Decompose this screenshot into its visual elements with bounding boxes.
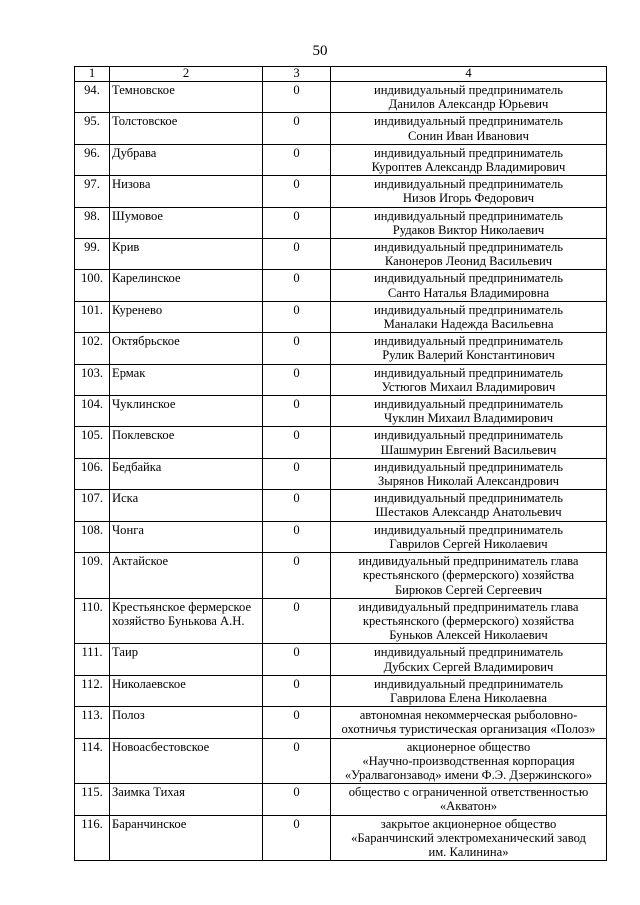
fishing-ground-name: Куренево [110,301,263,332]
row-value: 0 [263,490,331,521]
table-row [75,176,607,207]
user-description-line: Зырянов Николай Александрович [377,474,560,489]
fishing-ground-name: Заимка Тихая [110,784,263,815]
user-description-line: акционерное общество [406,739,531,754]
row-value: 0 [263,396,331,427]
user-description-line: индивидуальный предприниматель [373,522,564,537]
user-description-line: им. Калинина» [428,844,509,859]
user-description-line: индивидуальный предприниматель [373,459,564,474]
user-description-line: Устюгов Михаил Владимирович [381,379,556,394]
table-row [75,738,607,784]
user-description-line: индивидуальный предприниматель [373,145,564,160]
row-number: 112. [75,675,110,706]
row-value: 0 [263,176,331,207]
fishing-ground-name: Актайское [110,553,263,599]
fishing-ground-name: Октябрьское [110,333,263,364]
fishing-ground-name: Николаевское [110,675,263,706]
user-description [331,675,607,706]
table-row [75,598,607,644]
row-number: 116. [75,815,110,861]
row-number: 95. [75,113,110,144]
user-description-line: Гаврилов Сергей Николаевич [389,536,548,551]
user-description-line: Сонин Иван Иванович [408,128,529,143]
user-description-line: Канонеров Леонид Васильевич [384,254,553,269]
user-description-line: «Баранчинский электромеханический завод [351,830,586,845]
row-number: 115. [75,784,110,815]
row-number: 94. [75,82,110,113]
table-row [75,707,607,738]
user-description-line: Дубских Сергей Владимирович [383,659,554,674]
table-row [75,82,607,113]
fishing-ground-name: Чуклинское [110,396,263,427]
user-description-line: индивидуальный предприниматель [373,397,564,412]
user-description [331,553,607,599]
user-description-line: индивидуальный предприниматель [373,83,564,97]
row-value: 0 [263,270,331,301]
table-row [75,144,607,175]
user-description-line: Шестаков Александр Анатольевич [375,505,562,520]
fishing-ground-name: Низова [110,176,263,207]
user-description [331,364,607,395]
table-row [75,333,607,364]
user-description-line: автономная некоммерческая рыболовно- [359,708,578,723]
table-row [75,113,607,144]
user-description [331,784,607,815]
row-number: 103. [75,364,110,395]
table-row [75,364,607,395]
fishing-ground-name: Темновское [110,82,263,113]
row-value: 0 [263,82,331,113]
user-description-line: индивидуальный предприниматель [373,365,564,380]
user-description-line: индивидуальный предприниматель [373,645,564,660]
user-description-line: Чуклин Михаил Владимирович [383,411,554,426]
user-description [331,598,607,644]
table-row [75,427,607,458]
user-description [331,176,607,207]
row-number: 108. [75,521,110,552]
user-description-line: закрытое акционерное общество [380,816,557,831]
row-value: 0 [263,598,331,644]
row-number: 106. [75,458,110,489]
user-description-line: охотничья туристическая организация «Полоз» [341,722,596,737]
user-description [331,301,607,332]
fishing-ground-name: Шумовое [110,207,263,238]
user-description-line: Санто Наталья Владимировна [387,285,550,300]
column-header-4: 4 [331,67,607,82]
row-number: 110. [75,598,110,644]
row-number: 104. [75,396,110,427]
row-value: 0 [263,458,331,489]
user-description-line: индивидуальный предприниматель [373,208,564,223]
user-description [331,270,607,301]
user-description-line: Куроптев Александр Владимирович [371,160,566,175]
user-description-line: индивидуальный предприниматель глава [358,554,579,569]
column-header-1: 1 [75,67,110,82]
user-description-line: индивидуальный предприниматель [373,491,564,506]
fishing-ground-name: Новоасбестовское [110,738,263,784]
user-description-line: крестьянского (фермерского) хозяйства [362,613,575,628]
user-description [331,207,607,238]
row-value: 0 [263,301,331,332]
fishing-grounds-table [74,66,607,861]
user-description [331,707,607,738]
fishing-ground-name: Дубрава [110,144,263,175]
table-row [75,270,607,301]
user-description-line: «Научно-производственная корпорация [362,753,575,768]
fishing-ground-name-line: Крестьянское фермерское [112,599,252,614]
fishing-ground-name: Ермак [110,364,263,395]
user-description [331,738,607,784]
user-description-line: Гаврилова Елена Николаевна [390,690,547,705]
row-value: 0 [263,644,331,675]
user-description-line: Данилов Александр Юрьевич [388,97,549,112]
table-row [75,644,607,675]
user-description-line: «Уралвагонзавод» имени Ф.Э. Дзержинского» [344,767,593,782]
user-description-line: индивидуальный предприниматель [373,271,564,286]
user-description-line: Бирюков Сергей Сергеевич [394,582,543,597]
user-description-line: Рулик Валерий Константинович [382,348,555,363]
row-number: 97. [75,176,110,207]
row-value: 0 [263,333,331,364]
row-number: 105. [75,427,110,458]
row-number: 102. [75,333,110,364]
table-row [75,239,607,270]
row-value: 0 [263,239,331,270]
row-value: 0 [263,784,331,815]
page-number: 50 [312,43,328,59]
fishing-ground-name-line: хозяйство Бунькова А.Н. [112,613,245,628]
user-description-line: Рудаков Виктор Николаевич [392,222,545,237]
row-number: 113. [75,707,110,738]
user-description-line: Низов Игорь Федорович [402,191,535,206]
row-value: 0 [263,113,331,144]
user-description-line: индивидуальный предприниматель глава [358,599,579,614]
row-value: 0 [263,207,331,238]
user-description-line: общество с ограниченной ответственностью [348,785,589,800]
user-description-line: Шашмурин Евгений Васильевич [380,442,557,457]
user-description [331,113,607,144]
row-value: 0 [263,364,331,395]
table-row [75,521,607,552]
table-row [75,458,607,489]
user-description-line: индивидуальный предприниматель [373,676,564,691]
row-number: 107. [75,490,110,521]
fishing-ground-name [110,598,263,644]
user-description-line: индивидуальный предприниматель [373,114,564,129]
row-value: 0 [263,675,331,706]
row-value: 0 [263,144,331,175]
row-number: 114. [75,738,110,784]
user-description [331,82,607,113]
user-description [331,490,607,521]
user-description-line: Буньков Алексей Николаевич [389,628,548,643]
fishing-ground-name: Бедбайка [110,458,263,489]
user-description-line: индивидуальный предприниматель [373,334,564,349]
table-row [75,553,607,599]
user-description [331,427,607,458]
user-description-line: Маналаки Надежда Васильевна [383,317,554,332]
user-description-line: индивидуальный предприниматель [373,302,564,317]
row-number: 98. [75,207,110,238]
fishing-ground-name: Чонга [110,521,263,552]
fishing-ground-name: Иска [110,490,263,521]
fishing-ground-name: Крив [110,239,263,270]
user-description [331,239,607,270]
row-value: 0 [263,815,331,861]
user-description [331,144,607,175]
table-row [75,207,607,238]
table-row [75,396,607,427]
user-description [331,644,607,675]
fishing-ground-name: Полоз [110,707,263,738]
user-description-line: индивидуальный предприниматель [373,240,564,255]
user-description-line: крестьянского (фермерского) хозяйства [362,568,575,583]
user-description-line: индивидуальный предприниматель [373,177,564,192]
row-number: 109. [75,553,110,599]
row-value: 0 [263,553,331,599]
user-description-line: индивидуальный предприниматель [373,428,564,443]
user-description [331,521,607,552]
table-header [75,67,607,82]
column-header-2: 2 [110,67,263,82]
fishing-ground-name: Баранчинское [110,815,263,861]
table-row [75,301,607,332]
row-number: 100. [75,270,110,301]
user-description [331,333,607,364]
fishing-ground-name: Карелинское [110,270,263,301]
column-header-3: 3 [263,67,331,82]
table-row [75,815,607,861]
table-row [75,490,607,521]
user-description [331,815,607,861]
row-number: 96. [75,144,110,175]
row-number: 101. [75,301,110,332]
fishing-ground-name: Таир [110,644,263,675]
table-body [75,82,607,861]
row-number: 99. [75,239,110,270]
row-value: 0 [263,738,331,784]
user-description [331,458,607,489]
row-number: 111. [75,644,110,675]
fishing-ground-name: Поклевское [110,427,263,458]
table-row [75,784,607,815]
row-value: 0 [263,427,331,458]
user-description-line: «Акватон» [439,799,498,814]
fishing-ground-name: Толстовское [110,113,263,144]
row-value: 0 [263,521,331,552]
table-row [75,675,607,706]
row-value: 0 [263,707,331,738]
user-description [331,396,607,427]
